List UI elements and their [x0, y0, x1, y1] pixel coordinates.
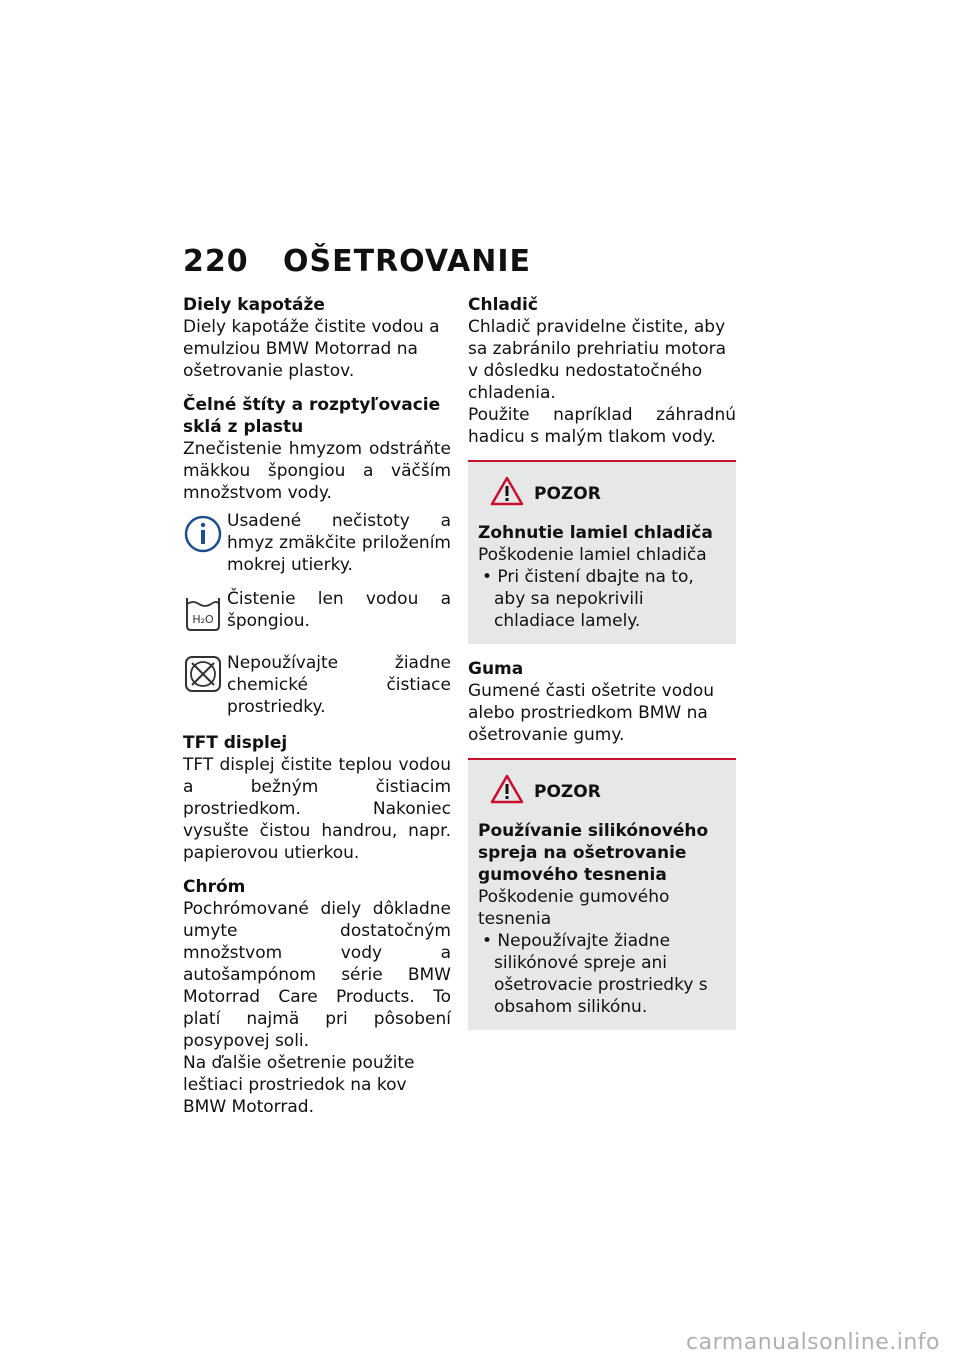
- note-chem: [183, 652, 451, 718]
- warning-label-2: POZOR: [534, 782, 601, 802]
- text-kapotaz: Diely kapotáže čistite vodou a emulziou BMW Motorrad na ošetrovanie plastov.: [183, 317, 440, 381]
- left-column: [183, 294, 451, 1130]
- info-icon: [183, 512, 227, 560]
- heading-tft: TFT displej: [183, 733, 288, 753]
- section-chrom: [183, 876, 451, 1118]
- page-title: OŠETROVANIE: [283, 244, 532, 279]
- heading-stity: Čelné štíty a rozptyľovacie sklá z plastu: [183, 395, 441, 437]
- warning-header-1: [490, 476, 724, 512]
- warning-bullet-2: • Nepoužívajte žiadne silikónové spreje ani ošetrovacie prostriedky s obsahom silikónu.: [482, 931, 708, 1017]
- no-chemicals-icon: [183, 654, 227, 700]
- warning-heading-1: Zohnutie lamiel chladiča: [478, 523, 713, 543]
- warning-triangle-icon: [490, 476, 524, 512]
- text-tft: TFT displej čistite teplou vodou a bežným čistiacim prostriedkom. Nakoniec vysušte čistou handrou, napr. papierovou utierkou.: [183, 755, 451, 863]
- note-water-text: Čistenie len vodou a špongiou.: [227, 589, 451, 631]
- note-chem-text: Nepoužívajte žiadne chemické čistiace prostriedky.: [227, 653, 451, 717]
- text-chrom-2: Na ďalšie ošetrenie použite leštiaci prostriedok na kov BMW Motorrad.: [183, 1053, 415, 1117]
- page-header: [183, 244, 531, 279]
- warning-header-2: [490, 774, 724, 810]
- text-chrom-1: Pochrómované diely dôkladne umyte dostatočným množstvom vody a autošampónom série BMW Motorrad Care Products. To platí najmä pri pôsobení posypovej soli.: [183, 899, 451, 1051]
- right-column: [468, 294, 736, 1044]
- warning-text-1: Poškodenie lamiel chladiča: [478, 545, 707, 565]
- section-kapotaz: [183, 294, 451, 382]
- section-tft: [183, 732, 451, 864]
- watermark: carmanualsonline.info: [686, 1330, 940, 1355]
- heading-chladic: Chladič: [468, 295, 538, 315]
- water-only-icon: [183, 590, 227, 638]
- text-stity: Znečistenie hmyzom odstráňte mäkkou špongiou a väčším množstvom vody.: [183, 439, 451, 503]
- section-chladic: [468, 294, 736, 448]
- heading-kapotaz: Diely kapotáže: [183, 295, 325, 315]
- warning-bullet-1: • Pri čistení dbajte na to, aby sa nepokrivili chladiace lamely.: [482, 567, 694, 631]
- warning-box-2: [468, 758, 736, 1030]
- section-stity: [183, 394, 451, 718]
- warning-label-1: POZOR: [534, 484, 601, 504]
- text-chladic-1: Chladič pravidelne čistite, aby sa zabránilo prehriatiu motora v dôsledku nedostatočného chladenia.: [468, 317, 727, 403]
- text-guma: Gumené časti ošetrite vodou alebo prostriedkom BMW na ošetrovanie gumy.: [468, 681, 715, 745]
- heading-guma: Guma: [468, 659, 524, 679]
- note-water: [183, 588, 451, 638]
- note-info: [183, 510, 451, 576]
- water-icon-label: H₂O: [192, 613, 214, 626]
- warning-heading-2: Používanie silikónového spreja na ošetrovanie gumového tesnenia: [478, 821, 709, 885]
- text-chladic-2: Použite napríklad záhradnú hadicu s malým tlakom vody.: [468, 405, 736, 447]
- page-number: 220: [183, 244, 249, 279]
- warning-box-1: [468, 460, 736, 644]
- warning-text-2: Poškodenie gumového tesnenia: [478, 887, 670, 929]
- warning-triangle-icon: [490, 774, 524, 810]
- note-info-text: Usadené nečistoty a hmyz zmäkčite priložením mokrej utierky.: [227, 511, 451, 575]
- heading-chrom: Chróm: [183, 877, 246, 897]
- section-guma: [468, 658, 736, 746]
